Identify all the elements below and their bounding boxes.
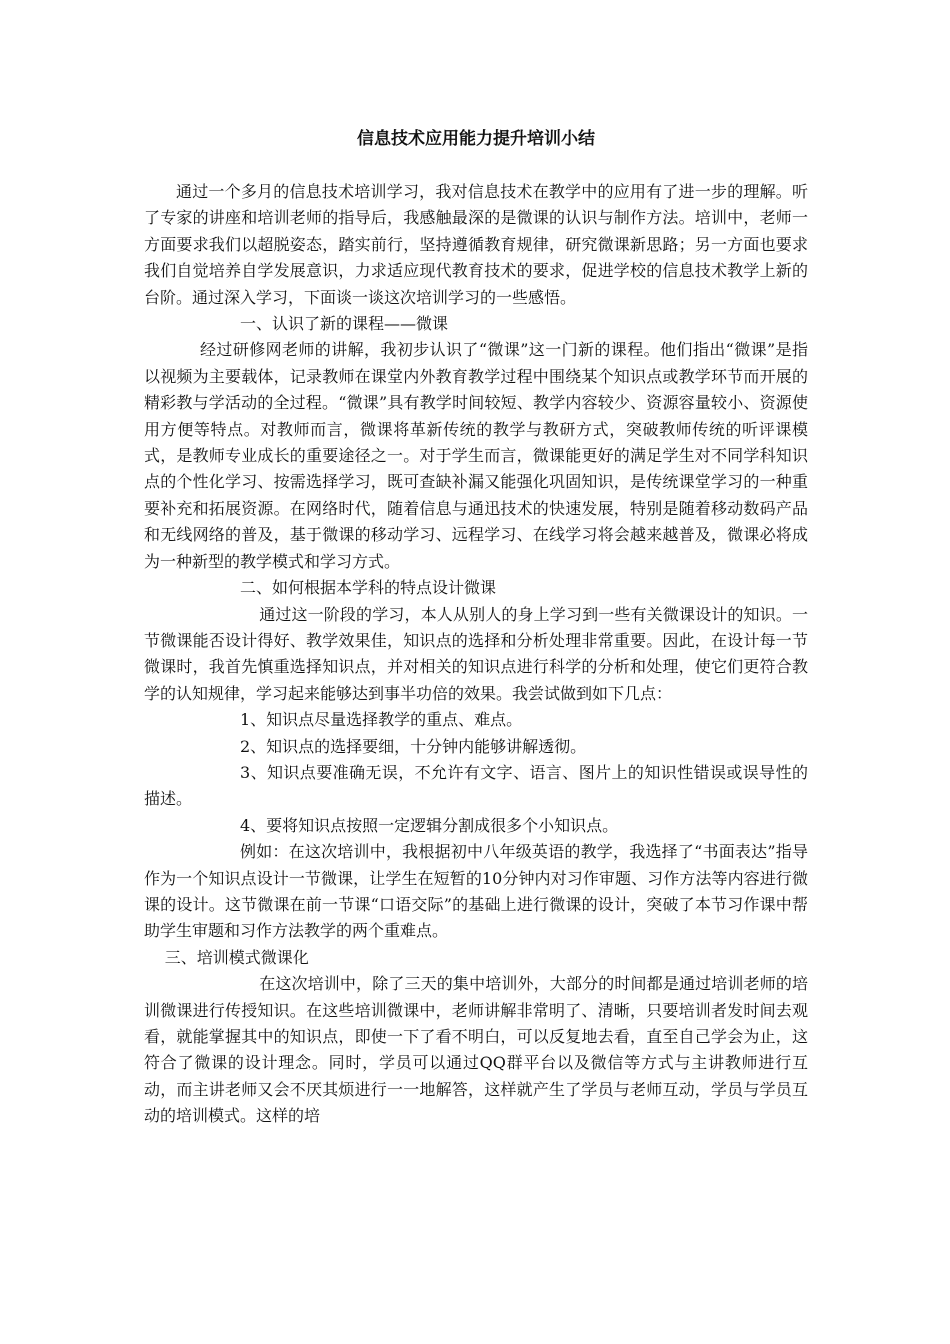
paragraph: 例如：在这次培训中，我根据初中八年级英语的教学，我选择了“书面表达”指导作为一个知识点设计一节微课，让学生在短暂的10分钟内对习作审题、习作方法等内容进行微课的设计。这节微课在前一节课“口语交际”的基础上进行微课的设计，突破了本节习作课中帮助学生审题和习作方法教学的两个重难点。 bbox=[144, 842, 808, 941]
paragraph: 通过一个多月的信息技术培训学习，我对信息技术在教学中的应用有了进一步的理解。听了专家的讲座和培训老师的指导后，我感触最深的是微课的认识与制作方法。培训中，老师一方面要求我们以超脱姿态，踏实前行，坚持遵循教育规律，研究微课新思路；另一方面也要求我们自觉培养自学发展意识，力求适应现代教育技术的要求，促进学校的信息技术教学上新的台阶。通过深入学习，下面谈一谈这次培训学习的一些感悟。 bbox=[144, 182, 808, 307]
list-item: 2、知识点的选择要细，十分钟内能够讲解透彻。 bbox=[240, 736, 587, 756]
section-heading-3: 三、培训模式微课化 bbox=[164, 947, 309, 967]
section-heading-1: 一、认识了新的课程——微课 bbox=[240, 314, 449, 334]
paragraph: 通过这一阶段的学习，本人从别人的身上学习到一些有关微课设计的知识。一节微课能否设计得好、教学效果佳，知识点的选择和分析处理非常重要。因此，在设计每一节微课时，我首先慎重选择知识点，并对相关的知识点进行科学的分析和处理，使它们更符合教学的认知规律，学习起来能够达到事半功倍的效果。我尝试做到如下几点： bbox=[144, 604, 808, 703]
document-body bbox=[144, 179, 808, 1130]
section-heading-2: 二、如何根据本学科的特点设计微课 bbox=[240, 578, 497, 598]
paragraph: 在这次培训中，除了三天的集中培训外，大部分的时间都是通过培训老师的培训微课进行传授知识。在这些培训微课中，老师讲解非常明了、清晰，只要培训者发时间去观看，就能掌握其中的知识点，即使一下了看不明白，可以反复地去看，直至自己学会为止，这符合了微课的设计理念。同时，学员可以通过QQ群平台以及微信等方式与主讲教师进行互动，而主讲老师又会不厌其烦进行一一地解答，这样就产生了学员与老师互动，学员与学员互动的培训模式。这样的培 bbox=[144, 974, 808, 1126]
list-item: 4、要将知识点按照一定逻辑分割成很多个小知识点。 bbox=[240, 815, 619, 835]
paragraph: 经过研修网老师的讲解，我初步认识了“微课”这一门新的课程。他们指出“微课”是指以视频为主要载体，记录教师在课堂内外教育教学过程中围绕某个知识点或教学环节而开展的精彩教与学活动的全过程。“微课”具有教学时间较短、教学内容较少、资源容量较小、资源使用方便等特点。对教师而言，微课将革新传统的教学与教研方式，突破教师传统的听评课模式，是教师专业成长的重要途径之一。对于学生而言，微课能更好的满足学生对不同学科知识点的个性化学习、按需选择学习，既可查缺补漏又能强化巩固知识，是传统课堂学习的一种重要补充和拓展资源。在网络时代，随着信息与通迅技术的快速发展，特别是随着移动数码产品和无线网络的普及，基于微课的移动学习、远程学习、在线学习将会越来越普及，微课必将成为一种新型的教学模式和学习方式。 bbox=[144, 340, 808, 571]
list-item: 3、知识点要准确无误，不允许有文字、语言、图片上的知识性错误或误导性的描述。 bbox=[144, 762, 808, 809]
list-item: 1、知识点尽量选择教学的重点、难点。 bbox=[240, 710, 523, 730]
document-title: 信息技术应用能力提升培训小结 bbox=[357, 129, 595, 149]
